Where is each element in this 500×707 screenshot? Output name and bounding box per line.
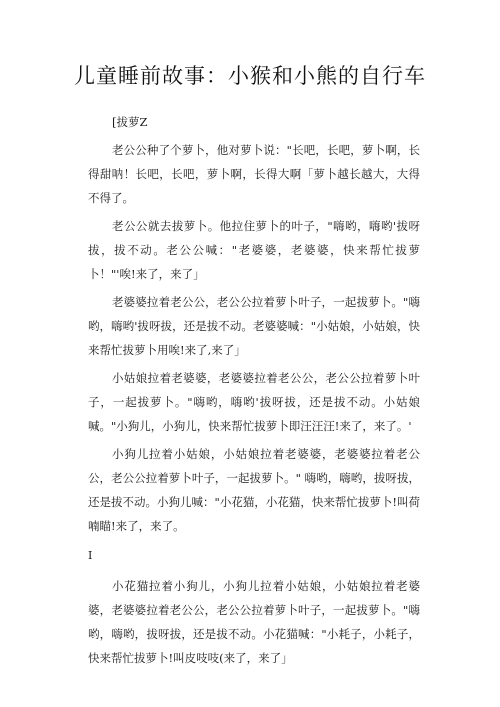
paragraph-5: 小狗儿拉着小姑娘，小姑娘拉着老婆婆，老婆婆拉着老公公，老公公拉着萝卜叶子，一起拔萝卜。" 嗨哟，嗨哟，拔呀拔，还是拔不动。小狗儿喊："小花猫，小花猫，快来帮忙拔萝卜!叫荷喃瞄!来了，来了。 bbox=[88, 447, 420, 533]
paragraph-4: 小姑娘拉着老婆婆，老婆婆拉着老公公，老公公拉着萝卜叶子，一起拔萝卜。"嗨哟，嗨哟'拔呀拔，还是拔不动。小姑娘喊。"小狗儿，小狗儿，快来帮忙拔萝卜即汪汪汪!来了，来了。' bbox=[88, 371, 420, 433]
paragraph-1: 老公公种了个萝卜，他对萝卜说："长吧，长吧，萝卜啊，长得甜呐！长吧，长吧，萝卜啊，长得大啊「萝卜越长越大，大得不得了。 bbox=[88, 143, 420, 205]
paragraph-6: 小花猫拉着小狗儿，小狗儿拉着小姑娘，小姑娘拉着老婆婆，老婆婆拉着老公公，老公公拉着萝卜叶子，一起拔萝卜。"嗨哟，嗨哟，拔呀拔，还是拔不动。小花猫喊："小耗子，小耗子，快来帮忙拔萝卜!叫皮吱吱(来了，来了」 bbox=[88, 579, 420, 665]
document-body bbox=[88, 110, 420, 674]
stray-mark: I bbox=[88, 549, 93, 562]
paragraph-3: 老婆婆拉着老公公，老公公拉着萝卜叶子，一起拔萝卜。"嗨哟，嗨哟'拔呀拔，还是拔不动。老婆婆喊："小姑娘，小姑娘，快来帮忙拔萝卜用唉!来了,来了」 bbox=[88, 295, 420, 357]
subtitle-line: [拔萝Z bbox=[112, 115, 148, 129]
paragraph-2: 老公公就去拔萝卜。他拉住萝卜的叶子，"嗨哟，嗨哟'拔呀拔，拔不动。老公公喊："老婆婆，老婆婆，快来帮忙拔萝卜！"'唉!来了，来了」 bbox=[88, 219, 420, 281]
document-title: 儿童睡前故事：小猴和小熊的自行车 bbox=[74, 64, 426, 88]
